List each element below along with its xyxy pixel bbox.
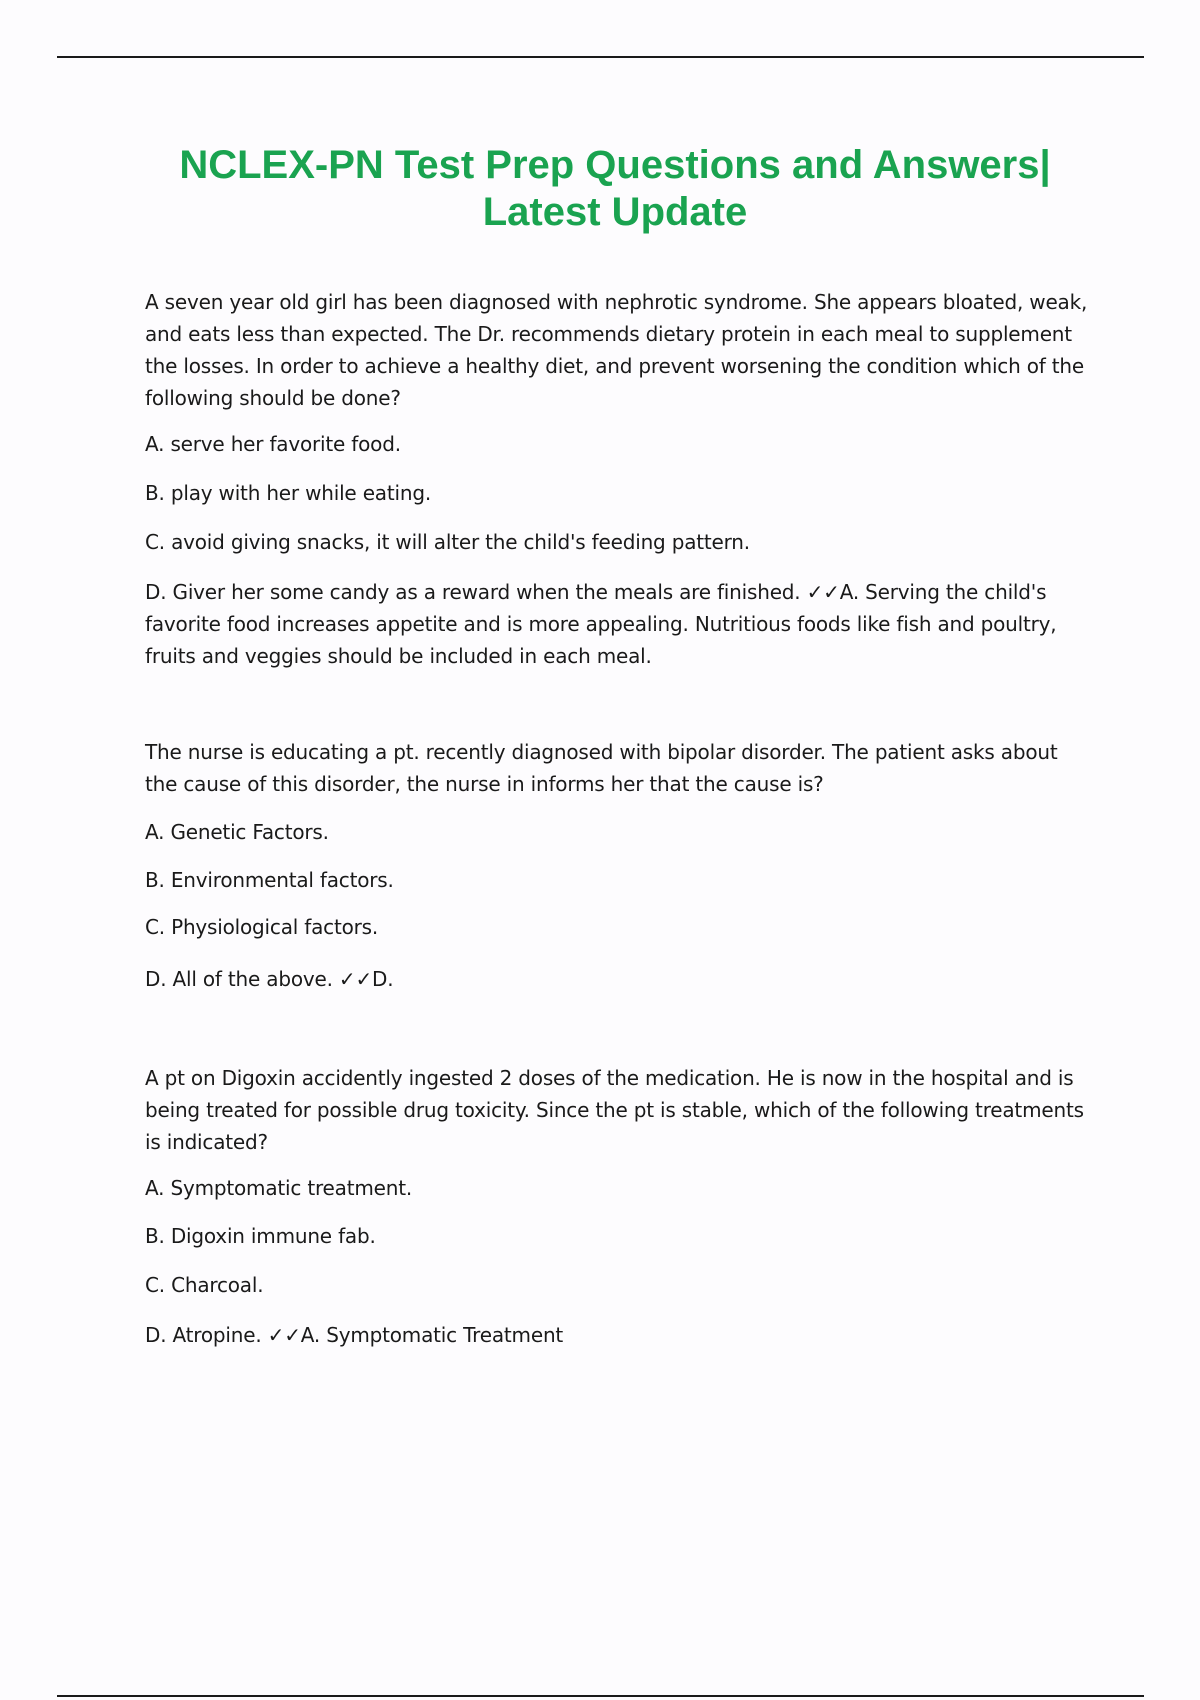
question-2 [145, 736, 1095, 1006]
bottom-rule [57, 1695, 1144, 1697]
question-2-stem: The nurse is educating a pt. recently diagnosed with bipolar disorder. The patient asks about the cause of this disorder, the nurse in informs her that the cause is? [145, 740, 1058, 796]
question-1-option-d-answer: D. Giver her some candy as a reward when the meals are finished. ✓✓A. Serving the child's favorite food increases appetite and is more appealing. Nutritious foods like fish and poultry, fruits and veggies should be included in each meal. [145, 580, 1057, 668]
question-1-option-b: B. play with her while eating. [145, 481, 431, 505]
title-line-1: NCLEX-PN Test Prep Questions and Answers| [179, 143, 1051, 187]
question-2-option-a: A. Genetic Factors. [145, 820, 329, 844]
question-3-option-a: A. Symptomatic treatment. [145, 1176, 413, 1200]
question-1-stem: A seven year old girl has been diagnosed with nephrotic syndrome. She appears bloated, weak, and eats less than expected. The Dr. recommends dietary protein in each meal to supplement the losses. In order to achieve a healthy diet, and prevent worsening the condition which of the following should be done? [145, 290, 1088, 410]
question-3-option-d-answer: D. Atropine. ✓✓A. Symptomatic Treatment [145, 1323, 564, 1347]
question-1-option-c: C. avoid giving snacks, it will alter the child's feeding pattern. [145, 530, 750, 554]
question-3 [145, 1062, 1095, 1362]
question-1-option-a: A. serve her favorite food. [145, 432, 401, 456]
question-3-option-b: B. Digoxin immune fab. [145, 1224, 376, 1248]
title-line-2: Latest Update [482, 190, 748, 234]
question-3-option-c: C. Charcoal. [145, 1273, 264, 1297]
question-3-stem: A pt on Digoxin accidently ingested 2 doses of the medication. He is now in the hospital and is being treated for possible drug toxicity. Since the pt is stable, which of the following treatments is indicated? [145, 1066, 1084, 1154]
question-2-option-b: B. Environmental factors. [145, 868, 394, 892]
document-title [100, 142, 1130, 236]
question-2-option-d-answer: D. All of the above. ✓✓D. [145, 967, 394, 991]
question-2-option-c: C. Physiological factors. [145, 915, 379, 939]
top-rule [57, 56, 1144, 58]
question-1 [145, 286, 1095, 676]
